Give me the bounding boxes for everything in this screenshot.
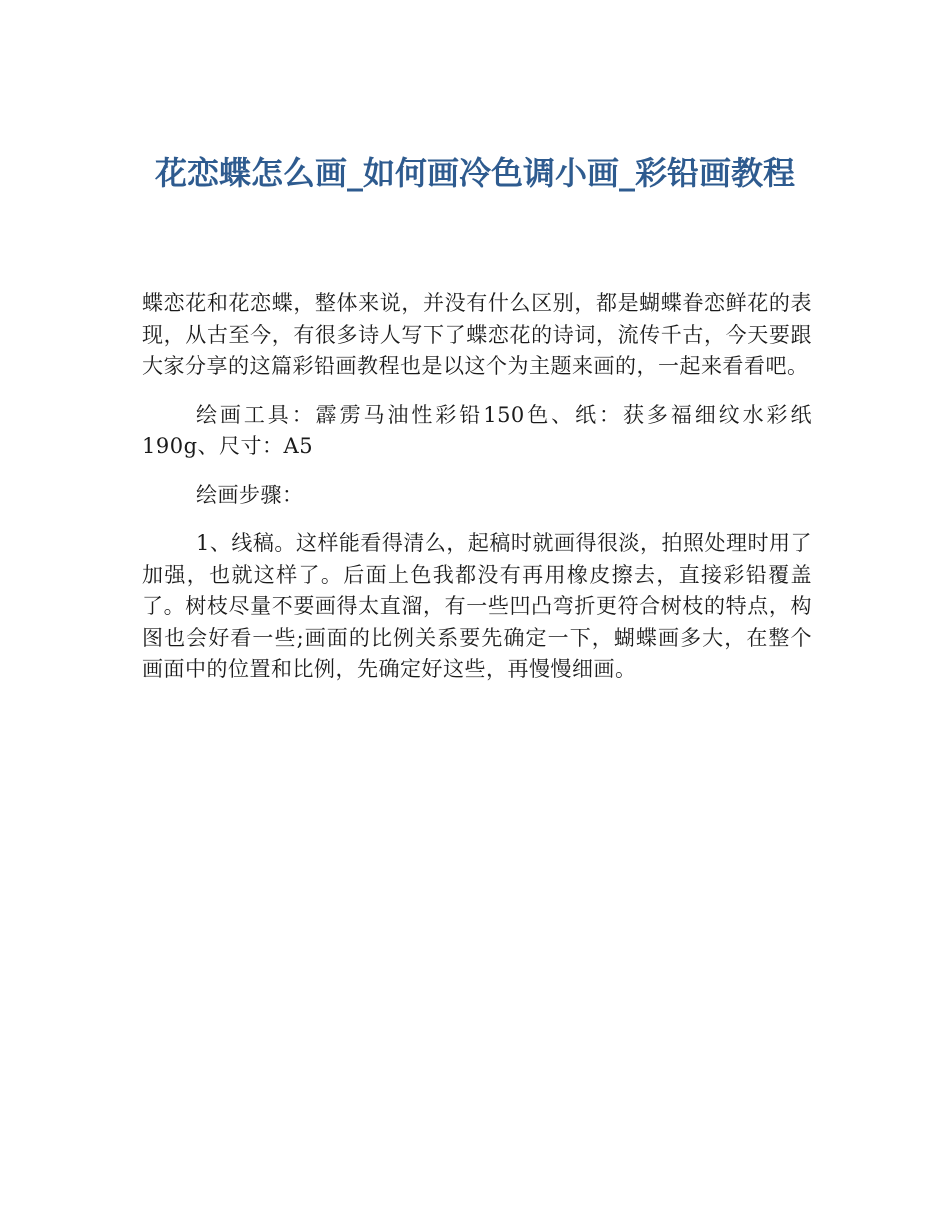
article-body [142, 288, 812, 703]
tools-paragraph: 绘画工具：霹雳马油性彩铅150色、纸：获多福细纹水彩纸190g、尺寸：A5 [142, 402, 812, 458]
step-1-paragraph: 1、线稿。这样能看得清么，起稿时就画得很淡，拍照处理时用了加强，也就这样了。后面上色我都没有再用橡皮擦去，直接彩铅覆盖了。树枝尽量不要画得太直溜，有一些凹凸弯折更符合树枝的特点，构图也会好看一些;画面的比例关系要先确定一下，蝴蝶画多大，在整个画面中的位置和比例，先确定好这些，再慢慢细画。 [142, 531, 812, 681]
page-title: 花恋蝶怎么画_如何画冷色调小画_彩铅画教程 [154, 154, 795, 192]
intro-paragraph: 蝶恋花和花恋蝶，整体来说，并没有什么区别，都是蝴蝶眷恋鲜花的表现，从古至今，有很多诗人写下了蝶恋花的诗词，流传千古，今天要跟大家分享的这篇彩铅画教程也是以这个为主题来画的，一起来看看吧。 [142, 291, 812, 378]
steps-heading: 绘画步骤： [196, 482, 304, 507]
